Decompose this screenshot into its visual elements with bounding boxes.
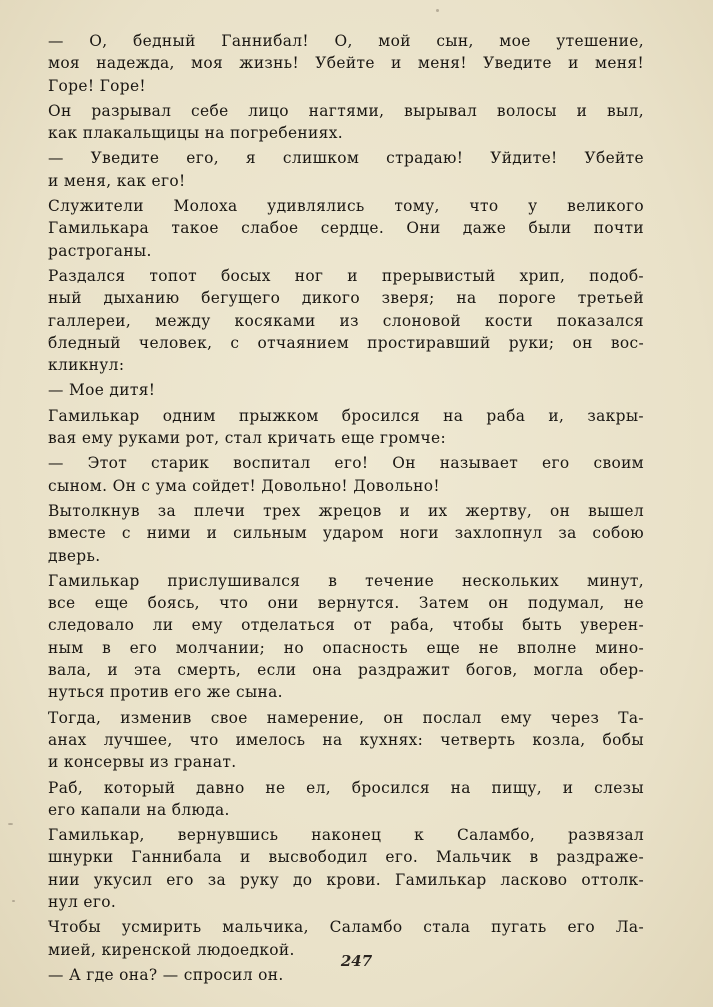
text-line: ный дыханию бегущего дикого зверя; на пороге третьей — [48, 289, 644, 308]
paragraph — [48, 147, 644, 192]
text-line: — А где она? — спросил он. — [48, 965, 284, 984]
page-number: 247 — [340, 952, 373, 970]
paragraph — [48, 452, 644, 497]
paragraph — [48, 405, 644, 450]
text-line: Гамилькар прислушивался в течение нескольких минут, — [48, 571, 644, 590]
text-line: нуться против его же сына. — [48, 683, 283, 702]
text-line: — Уведите его, я слишком страдаю! Уйдите! Убейте — [48, 149, 644, 168]
text-line: моя надежда, моя жизнь! Убейте и меня! Уведите и меня! — [48, 54, 644, 73]
paragraph — [48, 707, 644, 774]
text-line: бледный человек, с отчаянием простиравший руки; он вос- — [48, 333, 644, 352]
paragraph — [48, 30, 644, 97]
text-line: — Мое дитя! — [48, 381, 156, 400]
text-line: нул его. — [48, 892, 117, 911]
paragraph — [48, 500, 644, 567]
text-line: все еще боясь, что они вернутся. Затем он подумал, не — [48, 594, 644, 613]
text-line: как плакальщицы на погребениях. — [48, 124, 343, 143]
text-line: нии укусил его за руку до крови. Гамилькар ласково оттолк- — [48, 870, 644, 889]
text-line: Гамилькар одним прыжком бросился на раба и, закры- — [48, 406, 644, 425]
text-line: Чтобы усмирить мальчика, Саламбо стала пугать его Ла- — [48, 918, 644, 937]
text-line: и консервы из гранат. — [48, 753, 237, 772]
text-line: Гамилькара такое слабое сердце. Они даже были почти — [48, 219, 644, 238]
paragraph — [48, 824, 644, 913]
paper-speck — [8, 823, 13, 825]
text-line: сыном. Он с ума сойдет! Довольно! Довольно! — [48, 476, 440, 495]
text-line: Раздался топот босых ног и прерывистый хрип, подоб- — [48, 266, 644, 285]
text-line: Гамилькар, вернувшись наконец к Саламбо, развязал — [48, 826, 644, 845]
text-line: растроганы. — [48, 241, 152, 260]
text-line: Раб, который давно не ел, бросился на пищу, и слезы — [48, 778, 644, 797]
text-line: вала, и эта смерть, если она раздражит богов, могла обер- — [48, 661, 644, 680]
text-line: — Этот старик воспитал его! Он называет его своим — [48, 454, 644, 473]
paragraph — [48, 100, 644, 145]
text-line: анах лучшее, что имелось на кухнях: четверть козла, бобы — [48, 730, 644, 749]
paragraph — [48, 570, 644, 704]
text-line: кликнул: — [48, 356, 125, 375]
text-line: вая ему руками рот, стал кричать еще громче: — [48, 429, 446, 448]
text-line: и меня, как его! — [48, 171, 186, 190]
text-line: его капали на блюда. — [48, 800, 230, 819]
paragraph — [48, 379, 644, 401]
text-line: вместе с ними и сильным ударом ноги захлопнул за собою — [48, 524, 644, 543]
text-line: Вытолкнув за плечи трех жрецов и их жертву, он вышел — [48, 501, 644, 520]
text-line: галлереи, между косяками из слоновой кости показался — [48, 311, 644, 330]
text-line: следовало ли ему отделаться от раба, чтобы быть уверен- — [48, 616, 644, 635]
text-line: мией, киренской людоедкой. — [48, 940, 295, 959]
paper-speck — [12, 900, 15, 902]
page-body-text — [48, 30, 644, 989]
paragraph — [48, 195, 644, 262]
paper-speck — [436, 9, 439, 12]
text-line: ным в его молчании; но опасность еще не вполне мино- — [48, 638, 644, 657]
paragraph — [48, 265, 644, 376]
text-line: Горе! Горе! — [48, 76, 146, 95]
text-line: Служители Молоха удивлялись тому, что у великого — [48, 197, 644, 216]
text-line: Он разрывал себе лицо нагтями, вырывал волосы и выл, — [48, 101, 644, 120]
text-line: шнурки Ганнибала и высвободил его. Мальчик в раздраже- — [48, 848, 644, 867]
text-line: дверь. — [48, 546, 101, 565]
paragraph — [48, 777, 644, 822]
text-line: — О, бедный Ганнибал! О, мой сын, мое утешение, — [48, 32, 644, 50]
text-line: Тогда, изменив свое намерение, он послал ему через Та- — [48, 708, 644, 727]
